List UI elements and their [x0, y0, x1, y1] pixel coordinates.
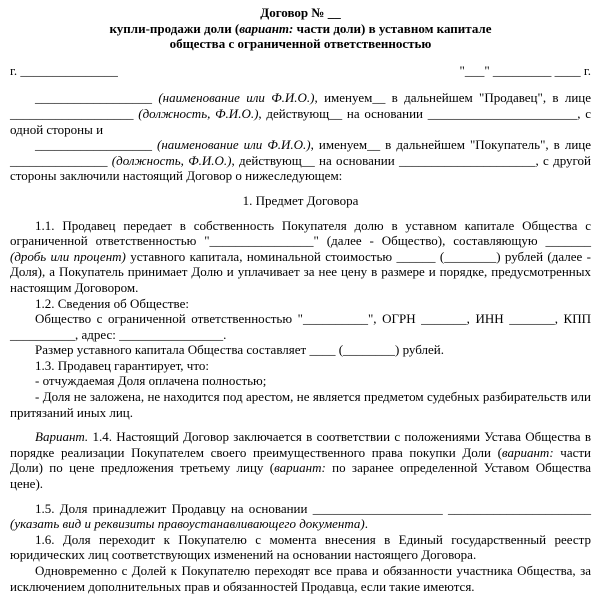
text-run: __________________ [35, 90, 159, 106]
italic-run: Вариант. [35, 429, 89, 445]
text-run: купли-продажи доли ( [109, 20, 240, 36]
italic-run: (дробь или процент) [10, 248, 126, 264]
text-run: 1.4. Настоящий Договор заключается в соответствии с положениями Устава Общества в порядке реализации Покупателем своего преимущественного права покупки Доли ( [10, 429, 591, 460]
text-run: , действующ__ на основании _______________________, с одной стороны и [10, 105, 591, 137]
place-date-row [10, 63, 591, 79]
text-run: Договор № __ [260, 5, 341, 20]
clause-1-5 [10, 501, 591, 532]
text-run: 1.2. Сведения об Обществе: [35, 295, 189, 311]
text-run: уставного капитала, номинальной стоимостью ______ (________) рублей (далее - Доля), а Покупатель принимает Долю и уплачивает за нее цену в размере и порядке, предусмотренных настоящим Договором. [10, 248, 591, 295]
italic-run: (наименование или Ф.И.О.) [157, 137, 311, 153]
italic-run: (указать вид и реквизиты правоустанавливающего документа) [10, 516, 365, 532]
text-run: 1. Предмет Договора [242, 192, 359, 208]
clause-1-3 [10, 358, 591, 374]
text-run: Одновременно с Долей к Покупателю переходят все права и обязанности участника Общества, за исключением дополнительных прав и обязанностей Продавца, если такие имеются. [10, 563, 591, 594]
text-run: 1.1. Продавец передает в собственность Покупателя долю в уставном капитале Общества с ограниченной ответственностью "________________" (далее - Общество), составляющую _______ [10, 217, 591, 249]
clause-1-3-item-1 [10, 373, 591, 389]
document-title [10, 5, 591, 52]
text-run: , именуем__ в дальнейшем "Продавец", в лице ___________________ [10, 90, 592, 121]
text-run: , именуем__ в дальнейшем "Покупатель", в лице _______________ [10, 137, 591, 168]
text-run: Размер уставного капитала Общества составляет ____ (________) рублей. [35, 342, 445, 358]
document-body [10, 90, 591, 594]
text-run: - отчуждаемая Доля оплачена полностью; [35, 373, 267, 389]
text-run: - Доля не заложена, не находится под арестом, не является предметом судебных разбирательств или притязаний иных лиц. [10, 389, 591, 420]
clause-1-6 [10, 532, 591, 563]
title-line-1 [10, 5, 591, 21]
text-run: 1.3. Продавец гарантирует, что: [35, 357, 209, 373]
title-line-3 [10, 36, 591, 52]
clause-1-1 [10, 218, 591, 296]
text-run: 1.6. Доля переходит к Покупателю с момента внесения в Единый государственный реестр юридических лиц соответствующих изменений на основании настоящего Договора. [10, 531, 591, 563]
party-buyer-paragraph [10, 137, 591, 184]
clause-1-2 [10, 296, 591, 312]
party-seller-paragraph [10, 90, 591, 137]
clause-1-6-para-2 [10, 563, 591, 594]
clause-1-2-capital [10, 342, 591, 358]
text-run: общества с ограниченной ответственностью [169, 36, 432, 52]
clause-1-4-variant [10, 429, 591, 491]
section-1-heading [10, 193, 591, 209]
italic-run: вариант: [239, 20, 294, 36]
italic-run: (наименование или Ф.И.О.) [158, 90, 315, 106]
italic-run: вариант: [501, 444, 554, 460]
date-line: "___" _________ ____ г. [459, 62, 591, 78]
text-run: __________________ [35, 137, 158, 153]
city-line: г. _______________ [10, 62, 118, 78]
text-run: части доли) в уставном капитале [293, 20, 492, 36]
italic-run: (должность, Ф.И.О.) [138, 105, 259, 121]
text-run: 1.5. Доля принадлежит Продавцу на основании ____________________ ______________________ [35, 500, 591, 516]
clause-1-2-company-details [10, 311, 591, 342]
text-run: , действующ__ на основании _____________________, с другой стороны заключили настоящий Договор о нижеследующем: [10, 152, 591, 184]
text-run: . [364, 516, 368, 532]
title-line-2 [10, 21, 591, 37]
italic-run: вариант: [274, 460, 326, 476]
text-run: Общество с ограниченной ответственностью "__________", ОГРН _______, ИНН _______, КПП __________, адрес: ________________. [10, 311, 591, 342]
text-run: по заранее определенной Уставом Общества цене). [10, 460, 591, 492]
clause-1-3-item-2 [10, 389, 591, 420]
text-run: части Доли) по цене предложения третьему лицу ( [10, 444, 591, 476]
italic-run: (должность, Ф.И.О.) [111, 152, 232, 168]
